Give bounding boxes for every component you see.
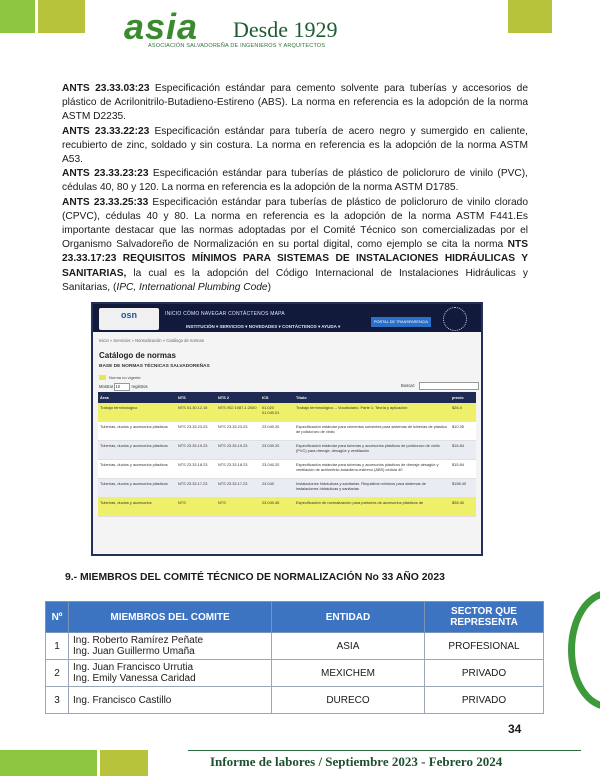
logo-subtitle: ASOCIACIÓN SALVADOREÑA DE INGENIEROS Y ARQUITECTOS bbox=[148, 43, 326, 49]
norms-table-cell: NTS 23.33.17.23 bbox=[216, 479, 260, 498]
norms-table-cell: Tuberías, ductos y accesorios plásticos bbox=[98, 422, 176, 441]
norms-table-row bbox=[98, 479, 476, 498]
screenshot-legend: Norma no vigente bbox=[93, 369, 481, 380]
member-row bbox=[46, 687, 544, 714]
footer-report-title: Informe de labores / Septiembre 2023 - Febrero 2024 bbox=[210, 754, 503, 769]
norms-table-cell: NTS 23.33.18.23 bbox=[216, 460, 260, 479]
corner-bar-right bbox=[508, 0, 552, 33]
page-number: 34 bbox=[508, 722, 522, 736]
committee-members-table bbox=[45, 601, 544, 714]
norms-table-cell: Tuberías, ductos y accesorios plásticos bbox=[98, 460, 176, 479]
corner-bar-left bbox=[0, 0, 35, 33]
member-number: 3 bbox=[46, 687, 69, 714]
decorative-arc bbox=[568, 590, 600, 710]
norms-table-cell: NTS bbox=[176, 498, 216, 517]
norms-table-row bbox=[98, 460, 476, 479]
government-seal-icon bbox=[443, 307, 467, 331]
norms-table-cell: Trabajo terminológico bbox=[98, 403, 176, 422]
logo-since: Desde 1929 bbox=[233, 17, 338, 42]
norms-table-row bbox=[98, 441, 476, 460]
norms-table-cell: NTS ISO 1087-1:2000 bbox=[216, 403, 260, 422]
norms-table-row bbox=[98, 498, 476, 517]
norm-paragraph: ANTS 23.33.03:23 Especificación estándar para cemento solvente para tuberías y accesorios de plástico de Acrilonitrilo-Butadieno-Estireno (ABS). La norma en referencia es la adopción de la norma ASTM D2235. bbox=[62, 83, 528, 123]
osn-catalog-screenshot bbox=[91, 302, 483, 556]
norms-table-cell: Especificación estándar para tuberías y accesorios plásticos de policloruro de vinilo (PVC) para drenaje, desagüe y ventilación bbox=[294, 441, 450, 460]
footer-bar-left-2 bbox=[100, 750, 148, 776]
norms-table-cell: $158.40 bbox=[450, 479, 476, 498]
records-select: 10 bbox=[114, 383, 130, 391]
norms-table-cell: $15.84 bbox=[450, 460, 476, 479]
member-number: 1 bbox=[46, 633, 69, 660]
norms-table-cell: $16.84 bbox=[450, 441, 476, 460]
member-name: Ing. Roberto Ramírez Peñate bbox=[73, 635, 204, 646]
norms-table-cell: $26.4 bbox=[450, 403, 476, 422]
norms-table-cell: 23.040 bbox=[260, 479, 294, 498]
member-name: Ing. Juan Guillermo Umaña bbox=[73, 646, 195, 657]
col-header-sector: SECTOR QUE REPRESENTA bbox=[425, 602, 544, 633]
section-title: 9.- MIEMBROS DEL COMITÉ TÉCNICO DE NORMALIZACIÓN No 33 AÑO 2023 bbox=[65, 572, 445, 583]
col-header-entity: ENTIDAD bbox=[272, 602, 425, 633]
col-header: NTS bbox=[176, 392, 216, 403]
norms-table-cell: NTS bbox=[216, 498, 260, 517]
member-entity: MEXICHEM bbox=[272, 660, 425, 687]
norms-table-cell: NTS 23.33.23.23 bbox=[216, 422, 260, 441]
norms-table-cell: 01.020 01.040.01 bbox=[260, 403, 294, 422]
corner-bar-left-2 bbox=[38, 0, 85, 33]
member-name: Ing. Emily Vanessa Caridad bbox=[73, 673, 196, 684]
norms-table-cell: NTS 23.33.19.23 bbox=[176, 441, 216, 460]
norms-table-cell: NTS 01.30.12.15 bbox=[176, 403, 216, 422]
member-sector: PRIVADO bbox=[425, 660, 544, 687]
col-header: NTS 2 bbox=[216, 392, 260, 403]
transparency-portal-button: PORTAL DE TRANSPARENCIA bbox=[371, 317, 431, 327]
col-header: Área bbox=[98, 392, 176, 403]
osn-logo: osn bbox=[99, 308, 159, 330]
col-header: precio bbox=[450, 392, 476, 403]
member-entity: ASIA bbox=[272, 633, 425, 660]
norm-paragraph: ANTS 23.33.25:33 Especificación estándar para tuberías de plástico de policloruro de vinilo clorado (CPVC), cédulas 40 y 80. La norma en referencia es la adopción de la norma ASTM F441.Es importante destacar que las normas adoptadas por el Comité Técnico son comercializadas por el Organismo Salvadoreño de Normalización en su portal digital, como ejemplo se cita la norma NTS 23.33.17:23 REQUISITOS MÍNIMOS PARA SISTEMAS DE INSTALACIONES HIDRÁULICAS Y SANITARIAS, la cual es la adopción del Código Internacional de Instalaciones Hidráulicas y Sanitarias, (IPC, International Plumbing Code) bbox=[62, 196, 528, 293]
search-label: Buscar: bbox=[401, 383, 416, 389]
member-names bbox=[69, 633, 272, 660]
member-sector: PRIVADO bbox=[425, 687, 544, 714]
norms-table-cell: 23.040.20 bbox=[260, 460, 294, 479]
norms-table-cell: Especificación estándar para cementos solventes para sistemas de tuberías de plástico de policloruro de vinilo bbox=[294, 422, 450, 441]
screenshot-title: Catálogo de normas bbox=[99, 351, 176, 360]
norms-table-cell: 23.040.20 bbox=[260, 422, 294, 441]
norms-table-cell: Tuberías, ductos y accesorios bbox=[98, 498, 176, 517]
member-number: 2 bbox=[46, 660, 69, 687]
col-header-number: Nº bbox=[46, 602, 69, 633]
body-text bbox=[62, 82, 528, 295]
member-sector: PROFESIONAL bbox=[425, 633, 544, 660]
search-input bbox=[419, 382, 479, 390]
norms-table-row bbox=[98, 422, 476, 441]
screenshot-navbar bbox=[93, 304, 481, 332]
footer-bar-left bbox=[0, 750, 97, 776]
norms-table-cell: $10.35 bbox=[450, 422, 476, 441]
norms-table-cell: 23.040.45 bbox=[260, 498, 294, 517]
screenshot-breadcrumb: Inicio » Servicios » Normalización » Catálogo de normas bbox=[99, 338, 204, 343]
norms-table-cell: Especificación de normalización para patrones de accesorios plásticos de bbox=[294, 498, 450, 517]
norms-table-cell: $28.40 bbox=[450, 498, 476, 517]
screenshot-subtitle: BASE DE NORMAS TÉCNICAS SALVADOREÑAS bbox=[99, 364, 210, 369]
col-header: Título bbox=[294, 392, 450, 403]
screenshot-top-links: INICIO CÓMO NAVEGAR CONTÁCTENOS MAPA bbox=[165, 311, 285, 317]
asia-logo bbox=[117, 8, 362, 48]
member-names bbox=[69, 660, 272, 687]
col-header-members: MIEMBROS DEL COMITE bbox=[69, 602, 272, 633]
norms-table-cell: Tuberías, ductos y accesorios plásticos bbox=[98, 441, 176, 460]
norms-table-cell: NTS 23.33.23.23 bbox=[176, 422, 216, 441]
norm-paragraph: ANTS 23.33.23:23 Especificación estándar para tuberías de plástico de policloruro de vinilo (PVC), cédulas 40, 80 y 120. La norma en referencia es la adopción de la norma ASTM D1785. bbox=[62, 168, 528, 194]
norms-table-cell: Especificación estándar para tuberías y accesorios plásticos de drenaje desagüe y ventilación de acrilonitrilo-butadieno-estireno (ABS) cédula 40 bbox=[294, 460, 450, 479]
norms-table-cell: 23.040.20 bbox=[260, 441, 294, 460]
member-name: Ing. Juan Francisco Urrutia bbox=[73, 662, 194, 673]
member-row bbox=[46, 660, 544, 687]
norm-paragraph: ANTS 23.33.22:23 Especificación estándar para tubería de acero negro y sumergido en caliente, recubierto de zinc, soldado y sin costura. La norma en referencia es la adopción de la norma ASTM A53. bbox=[62, 125, 528, 166]
col-header: ICS bbox=[260, 392, 294, 403]
member-names bbox=[69, 687, 272, 714]
norms-table-cell: NTS 23.33.17.23 bbox=[176, 479, 216, 498]
logo-wordmark: asia bbox=[124, 6, 199, 47]
footer-rule bbox=[188, 750, 581, 751]
screenshot-controls: Mostrar 10 registros Buscar: bbox=[93, 380, 481, 392]
member-entity: DURECO bbox=[272, 687, 425, 714]
norms-table-cell: NTS 23.33.18.23 bbox=[176, 460, 216, 479]
norms-table-cell: Trabajo terminológico -- Vocabulario. Parte 1: Teoría y aplicación bbox=[294, 403, 450, 422]
norms-table-cell: NTS 23.33.19.23 bbox=[216, 441, 260, 460]
norms-table-row bbox=[98, 403, 476, 422]
norms-table-cell: Instalaciones hidráulicas y sanitarias. Requisitos mínimos para sistemas de instalaciones hidráulicas y sanitarias bbox=[294, 479, 450, 498]
member-name: Ing. Francisco Castillo bbox=[73, 694, 172, 706]
member-row bbox=[46, 633, 544, 660]
screenshot-menu: INSTITUCIÓN ▾ SERVICIOS ▾ NOVEDADES ▾ CONTÁCTENOS ▾ AYUDA ▾ bbox=[186, 324, 341, 329]
norms-table-cell: Tuberías, ductos y accesorios plásticos bbox=[98, 479, 176, 498]
norms-table bbox=[98, 392, 476, 517]
